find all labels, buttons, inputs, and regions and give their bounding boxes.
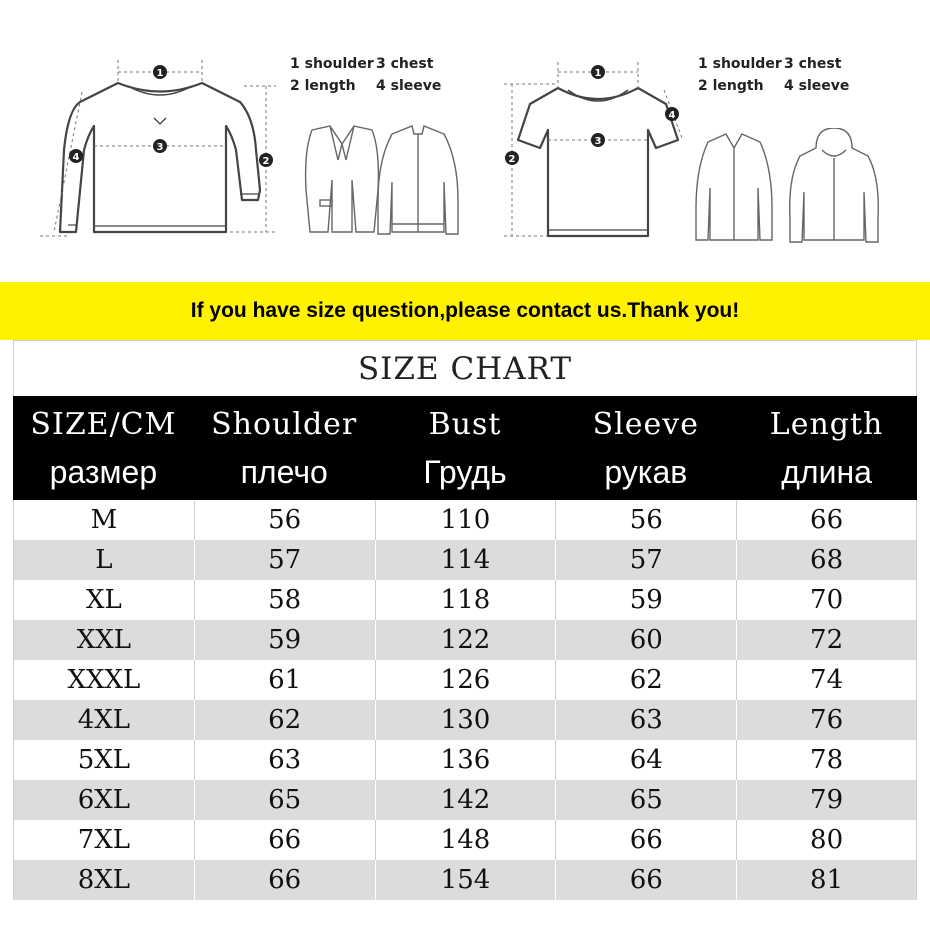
cell-size: M [13, 500, 194, 540]
svg-text:2: 2 [508, 154, 516, 165]
header-sleeve [555, 396, 736, 500]
cell-shoulder: 65 [194, 780, 375, 820]
header-label-ru: рукав [604, 454, 688, 490]
svg-text:2: 2 [262, 156, 270, 167]
cell-length: 81 [736, 860, 917, 900]
header-label-en: Shoulder [211, 407, 358, 442]
header-label-en: Length [769, 407, 884, 442]
contact-banner [0, 282, 930, 340]
cell-size: 4XL [13, 700, 194, 740]
svg-text:3: 3 [594, 136, 602, 147]
cell-shoulder: 66 [194, 820, 375, 860]
svg-text:1: 1 [594, 68, 602, 79]
cell-bust: 142 [375, 780, 556, 820]
legend-left [290, 53, 450, 103]
cell-bust: 118 [375, 580, 556, 620]
size-chart [13, 340, 917, 900]
cell-bust: 136 [375, 740, 556, 780]
cell-sleeve: 65 [555, 780, 736, 820]
legend-length: 2 length [698, 78, 764, 94]
cell-length: 76 [736, 700, 917, 740]
cell-size: XXL [13, 620, 194, 660]
table-row [13, 780, 917, 820]
header-bust [375, 396, 556, 500]
legend-right [698, 53, 858, 103]
blazer-and-jacket-icons [282, 120, 472, 240]
cell-sleeve: 64 [555, 740, 736, 780]
header-shoulder [194, 396, 375, 500]
legend-sleeve: 4 sleeve [784, 78, 850, 94]
header-label-en: SIZE/CM [30, 407, 177, 442]
cell-length: 80 [736, 820, 917, 860]
cell-bust: 126 [375, 660, 556, 700]
cell-size: 6XL [13, 780, 194, 820]
cell-shoulder: 66 [194, 860, 375, 900]
cell-size: 5XL [13, 740, 194, 780]
header-label-ru: размер [49, 454, 158, 490]
header-label-ru: Грудь [423, 454, 507, 490]
svg-text:1: 1 [156, 68, 164, 79]
cell-sleeve: 57 [555, 540, 736, 580]
tshirt-diagram [498, 0, 698, 260]
legend-chest: 3 chest [376, 56, 434, 72]
cell-size: 8XL [13, 860, 194, 900]
cell-bust: 110 [375, 500, 556, 540]
cell-sleeve: 66 [555, 860, 736, 900]
measurement-diagrams [0, 0, 930, 282]
chart-title: SIZE CHART [13, 340, 917, 396]
svg-text:3: 3 [156, 142, 164, 153]
cell-length: 74 [736, 660, 917, 700]
cell-sleeve: 66 [555, 820, 736, 860]
cell-bust: 130 [375, 700, 556, 740]
cell-size: 7XL [13, 820, 194, 860]
cell-length: 78 [736, 740, 917, 780]
cell-sleeve: 59 [555, 580, 736, 620]
table-body [13, 500, 917, 900]
legend-chest: 3 chest [784, 56, 842, 72]
cell-length: 79 [736, 780, 917, 820]
cell-sleeve: 56 [555, 500, 736, 540]
cell-bust: 114 [375, 540, 556, 580]
cell-bust: 148 [375, 820, 556, 860]
cell-size: XL [13, 580, 194, 620]
cell-length: 68 [736, 540, 917, 580]
header-label-ru: длина [781, 454, 872, 490]
table-row [13, 660, 917, 700]
cell-size: L [13, 540, 194, 580]
cell-sleeve: 63 [555, 700, 736, 740]
cell-shoulder: 56 [194, 500, 375, 540]
legend-shoulder: 1 shoulder [290, 56, 374, 72]
cell-bust: 154 [375, 860, 556, 900]
cell-size: XXXL [13, 660, 194, 700]
table-row [13, 740, 917, 780]
legend-sleeve: 4 sleeve [376, 78, 442, 94]
header-label-en: Sleeve [592, 407, 699, 442]
table-row [13, 620, 917, 660]
table-row [13, 700, 917, 740]
cell-bust: 122 [375, 620, 556, 660]
cell-shoulder: 63 [194, 740, 375, 780]
legend-length: 2 length [290, 78, 356, 94]
cell-length: 72 [736, 620, 917, 660]
table-row [13, 820, 917, 860]
banner-text: If you have size question,please contact us.Thank you! [190, 299, 740, 322]
header-size [13, 396, 194, 500]
cell-sleeve: 62 [555, 660, 736, 700]
shirt-and-hoodie-icons [682, 128, 882, 248]
table-header [13, 396, 917, 500]
cell-sleeve: 60 [555, 620, 736, 660]
table-row [13, 860, 917, 900]
table-row [13, 500, 917, 540]
cell-length: 70 [736, 580, 917, 620]
svg-text:4: 4 [668, 110, 676, 121]
table-row [13, 540, 917, 580]
cell-shoulder: 62 [194, 700, 375, 740]
long-sleeve-sweater-diagram [30, 0, 290, 260]
svg-text:4: 4 [72, 152, 80, 163]
cell-shoulder: 59 [194, 620, 375, 660]
table-row [13, 580, 917, 620]
cell-shoulder: 58 [194, 580, 375, 620]
cell-shoulder: 61 [194, 660, 375, 700]
blazer-icon [306, 126, 379, 232]
header-label-en: Bust [428, 407, 502, 442]
cell-length: 66 [736, 500, 917, 540]
cell-shoulder: 57 [194, 540, 375, 580]
legend-shoulder: 1 shoulder [698, 56, 782, 72]
header-length [736, 396, 917, 500]
header-label-ru: плечо [240, 454, 328, 490]
